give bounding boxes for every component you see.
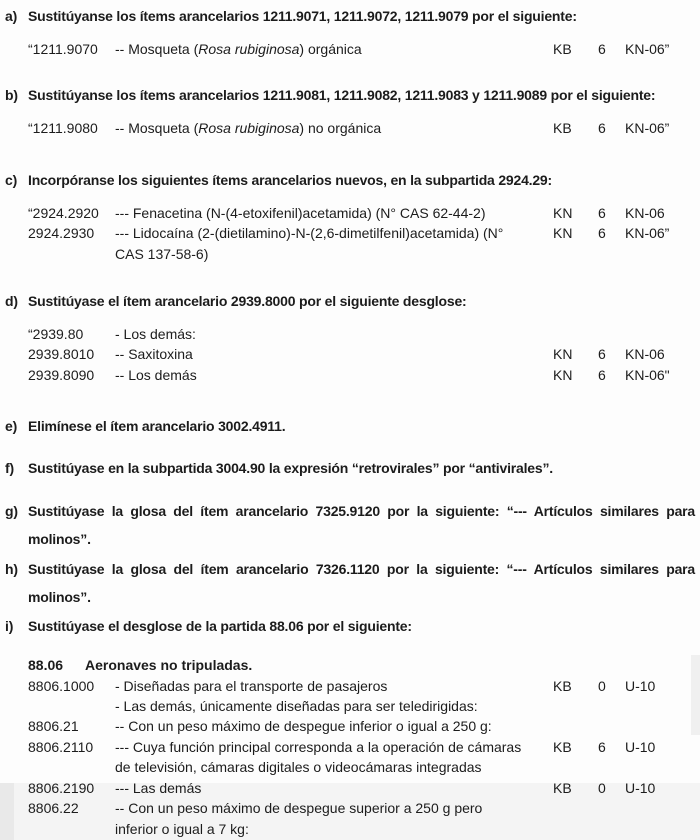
item-code: 8806.22	[28, 800, 79, 817]
duty-column: 6	[598, 346, 606, 363]
item-description: --- Cuya función principal corresponda a la operación de cámaras de televisión, cámaras digitales o videocámaras integradas	[115, 738, 522, 776]
item-description: - Las demás, únicamente diseñadas para ser teledirigidas:	[115, 698, 478, 715]
duty-column: 6	[598, 120, 606, 137]
table-row	[28, 39, 695, 59]
section-text: Sustitúyase el desglose de la partida 88.06 por el siguiente:	[28, 618, 412, 635]
item-code: “1211.9070	[28, 41, 98, 57]
note-column: U-10	[625, 738, 656, 755]
tariff-table	[5, 324, 695, 385]
section-text: Sustitúyase la glosa del ítem arancelario 7325.9120 por la siguiente: “--- Artículos similares para molinos”.	[28, 503, 695, 548]
table-row	[28, 324, 695, 344]
section-text: Sustitúyanse los ítems arancelarios 1211.9071, 1211.9072, 1211.9079 por el siguiente:	[28, 8, 577, 24]
item-description: -- Con un peso máximo de despegue superior a 250 g pero inferior o igual a 7 kg:	[115, 800, 483, 837]
unit-column: KN	[553, 346, 573, 363]
section-text: Elimínese el ítem arancelario 3002.4911.	[28, 418, 286, 435]
item-code: “2939.80	[28, 326, 84, 343]
section-letter: i)	[5, 618, 14, 635]
tariff-table	[5, 655, 695, 839]
section-c	[5, 166, 695, 264]
note-column: KN-06"	[625, 366, 670, 383]
section-heading	[5, 2, 695, 30]
partida-code: 88.06	[28, 657, 64, 674]
note-column: KN-06”	[625, 225, 670, 242]
duty-column: 6	[598, 204, 606, 221]
tariff-table	[5, 118, 695, 138]
table-row	[28, 365, 695, 385]
duty-column: 6	[598, 366, 606, 383]
item-description: -- Los demás	[115, 366, 197, 383]
unit-column: KB	[553, 779, 572, 796]
unit-column: KB	[553, 738, 572, 755]
section-letter: h)	[5, 561, 18, 578]
section-heading	[5, 81, 695, 109]
table-row	[28, 716, 695, 736]
item-code: 8806.2110	[28, 738, 94, 755]
section-text: Sustitúyase en la subpartida 3004.90 la expresión “retrovirales” por “antivirales”.	[28, 460, 553, 477]
section-heading	[5, 454, 695, 482]
table-row	[28, 737, 695, 778]
table-row	[28, 778, 695, 798]
table-row	[28, 344, 695, 364]
section-f	[5, 454, 695, 482]
item-description: -- Con un peso máximo de despegue inferior o igual a 250 g:	[115, 718, 492, 735]
table-row	[28, 223, 695, 264]
item-description: -- Mosqueta (Rosa rubiginosa) orgánica	[115, 41, 362, 57]
duty-column: 0	[598, 779, 606, 796]
item-description: -- Saxitoxina	[115, 346, 193, 363]
section-heading	[5, 555, 695, 611]
item-code: 8806.21	[28, 718, 79, 735]
section-letter: g)	[5, 503, 18, 520]
table-row	[28, 798, 695, 839]
item-code: 2939.8090	[28, 366, 95, 383]
section-letter: e)	[5, 418, 18, 435]
note-column: KN-06	[625, 204, 665, 221]
section-text: Incorpóranse los siguientes ítems arancelarios nuevos, en la subpartida 2924.29:	[28, 171, 552, 188]
item-code: “1211.9080	[28, 120, 98, 137]
section-heading	[5, 166, 695, 194]
item-description: --- Las demás	[115, 779, 202, 796]
section-text: Sustitúyase el ítem arancelario 2939.8000 por el siguiente desglose:	[28, 293, 467, 310]
table-row	[28, 203, 695, 223]
section-e	[5, 412, 695, 440]
unit-column: KN	[553, 225, 573, 242]
section-i	[5, 612, 695, 839]
section-letter: c)	[5, 171, 18, 188]
duty-column: 0	[598, 677, 606, 694]
note-column: KN-06	[625, 346, 665, 363]
item-description: --- Lidocaína (2-(dietilamino)-N-(2,6-dimetilfenil)acetamida) (N° CAS 137-58-6)	[115, 225, 504, 262]
item-description: --- Fenacetina (N-(4-etoxifenil)acetamida) (N° CAS 62-44-2)	[115, 204, 486, 221]
unit-column: KB	[553, 120, 572, 137]
note-column: KN-06”	[625, 120, 670, 137]
section-letter: d)	[5, 293, 18, 310]
partida-title: Aeronaves no tripuladas.	[85, 657, 253, 674]
item-description: -- Mosqueta (Rosa rubiginosa) no orgánica	[115, 120, 382, 137]
section-g	[5, 497, 695, 553]
section-d	[5, 287, 695, 385]
section-heading	[5, 497, 695, 553]
section-letter: b)	[5, 87, 18, 104]
unit-column: KB	[553, 677, 572, 694]
section-heading	[5, 287, 695, 315]
section-heading	[5, 412, 695, 440]
tariff-table	[5, 39, 695, 59]
section-text: Sustitúyase la glosa del ítem arancelario 7326.1120 por la siguiente: “--- Artículos similares para molinos”.	[28, 561, 695, 606]
section-h	[5, 555, 695, 611]
item-code: 8806.1000	[28, 677, 95, 694]
unit-column: KB	[553, 41, 572, 57]
partida-heading	[28, 655, 695, 675]
table-row	[28, 676, 695, 696]
section-heading	[5, 612, 695, 640]
unit-column: KN	[553, 366, 573, 383]
note-column: KN-06”	[625, 41, 670, 57]
document-content	[0, 2, 700, 839]
note-column: U-10	[625, 677, 656, 694]
unit-column: KN	[553, 204, 573, 221]
item-code: 2924.2930	[28, 225, 95, 242]
section-a	[5, 2, 695, 59]
section-letter: a)	[5, 8, 18, 24]
duty-column: 6	[598, 738, 606, 755]
duty-column: 6	[598, 225, 606, 242]
table-row	[28, 696, 695, 716]
table-row	[28, 118, 695, 138]
duty-column: 6	[598, 41, 606, 57]
item-description: - Diseñadas para el transporte de pasajeros	[115, 677, 388, 694]
item-code: “2924.2920	[28, 204, 99, 221]
section-text: Sustitúyanse los ítems arancelarios 1211.9081, 1211.9082, 1211.9083 y 1211.9089 por el siguiente:	[28, 87, 656, 104]
section-b	[5, 81, 695, 138]
item-code: 2939.8010	[28, 346, 95, 363]
tariff-table	[5, 203, 695, 264]
item-code: 8806.2190	[28, 779, 95, 796]
note-column: U-10	[625, 779, 656, 796]
section-letter: f)	[5, 460, 14, 477]
item-description: - Los demás:	[115, 326, 196, 343]
